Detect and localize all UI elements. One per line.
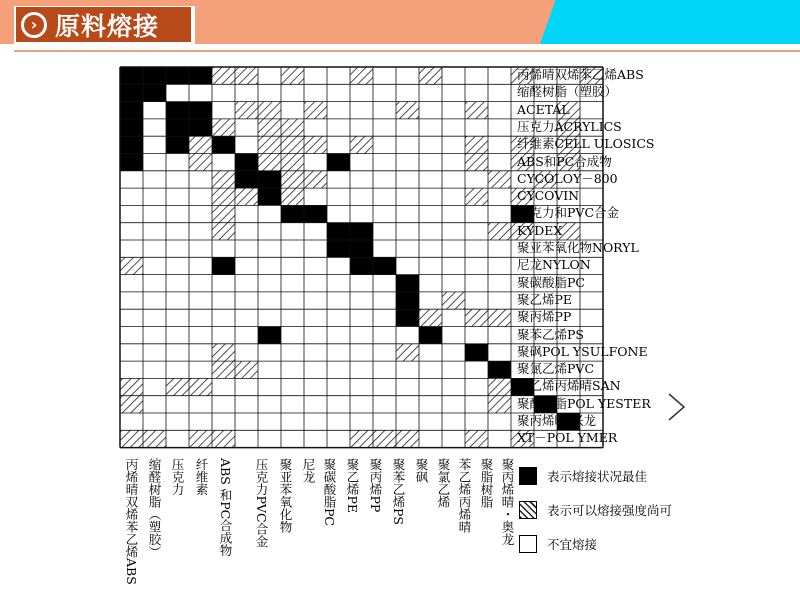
cell-acceptable xyxy=(465,188,488,205)
cell-acceptable xyxy=(396,430,419,447)
row-label: 缩醛树脂（塑胶） xyxy=(517,84,618,100)
legend-label: 不宜熔接 xyxy=(547,537,598,552)
cell-acceptable xyxy=(396,344,419,361)
cell-acceptable xyxy=(281,171,304,188)
cell-acceptable xyxy=(396,102,419,119)
cell-best xyxy=(258,188,281,205)
legend-label: 表示可以熔接强度尚可 xyxy=(547,503,673,518)
cell-best xyxy=(120,154,143,171)
cell-acceptable xyxy=(488,171,511,188)
cell-acceptable xyxy=(281,188,304,205)
row-label: CYCOVIN xyxy=(517,188,580,204)
cell-best xyxy=(143,67,166,84)
cell-acceptable xyxy=(488,309,511,326)
cell-best xyxy=(327,223,350,240)
cell-best xyxy=(212,136,235,153)
cell-acceptable xyxy=(373,430,396,447)
column-label: 聚乙烯PE xyxy=(345,458,360,514)
cell-acceptable xyxy=(212,205,235,222)
column-label: 聚丙烯PP xyxy=(368,458,383,513)
cell-acceptable xyxy=(281,136,304,153)
column-label: 聚丙烯晴・奥龙 xyxy=(500,458,515,546)
cell-acceptable xyxy=(488,396,511,413)
cell-best xyxy=(327,154,350,171)
cell-best xyxy=(235,171,258,188)
row-label: ABS和PC合成物 xyxy=(517,153,612,169)
cell-acceptable xyxy=(281,119,304,136)
cell-acceptable xyxy=(120,430,143,447)
column-label: 聚苯乙烯PS xyxy=(391,458,406,525)
cell-best xyxy=(419,327,442,344)
row-label: 苯乙烯丙烯晴SAN xyxy=(517,378,621,394)
cell-acceptable xyxy=(304,171,327,188)
cell-acceptable xyxy=(465,154,488,171)
cell-best xyxy=(396,309,419,326)
legend-item xyxy=(519,466,647,486)
cell-best xyxy=(396,275,419,292)
column-label: 聚脂树脂 xyxy=(479,458,494,508)
row-label: CYCOLOY－800 xyxy=(517,170,618,186)
cell-best xyxy=(258,171,281,188)
cell-best xyxy=(166,136,189,153)
cell-acceptable xyxy=(281,154,304,171)
cell-best xyxy=(166,102,189,119)
cell-acceptable xyxy=(212,171,235,188)
cell-acceptable xyxy=(189,378,212,395)
cell-best xyxy=(281,205,304,222)
row-label: 聚亚苯氧化物NORYL xyxy=(517,240,639,255)
cell-acceptable xyxy=(212,188,235,205)
cell-acceptable xyxy=(212,430,235,447)
row-label: 聚氯乙烯PVC xyxy=(517,361,595,377)
row-label: 聚乙烯PE xyxy=(517,291,573,307)
cell-acceptable xyxy=(350,67,373,84)
column-label: 聚碳酸脂PC xyxy=(322,458,337,526)
column-label: 聚砜 xyxy=(414,458,429,483)
column-label: 聚亚苯氧化物 xyxy=(278,458,293,533)
chevron-right-circle-icon: › xyxy=(21,12,47,38)
row-label: 压克力ACRYLICS xyxy=(517,118,622,134)
cell-best xyxy=(350,223,373,240)
row-label: 尼龙NYLON xyxy=(517,257,591,273)
cell-best xyxy=(120,119,143,136)
column-label: 丙烯晴双烯苯乙烯ABS xyxy=(124,458,139,585)
cell-acceptable xyxy=(235,67,258,84)
cell-acceptable xyxy=(304,136,327,153)
cell-acceptable xyxy=(465,136,488,153)
cell-acceptable xyxy=(350,430,373,447)
cell-acceptable xyxy=(235,102,258,119)
legend-swatch-solid xyxy=(519,467,537,485)
cell-acceptable xyxy=(235,188,258,205)
legend-swatch-hatched xyxy=(519,501,537,519)
column-label: 压克力PVC合金 xyxy=(254,458,269,548)
cell-best xyxy=(189,67,212,84)
cell-acceptable xyxy=(281,67,304,84)
cell-acceptable xyxy=(488,223,511,240)
cell-acceptable xyxy=(166,378,189,395)
cell-acceptable xyxy=(212,119,235,136)
cell-acceptable xyxy=(258,119,281,136)
cell-best xyxy=(350,257,373,274)
column-label: 聚氯乙烯 xyxy=(436,458,451,508)
cell-acceptable xyxy=(350,136,373,153)
row-label: ACETAL xyxy=(517,101,570,117)
cell-best xyxy=(189,102,212,119)
cell-acceptable xyxy=(465,309,488,326)
cell-best xyxy=(235,154,258,171)
cell-best xyxy=(212,257,235,274)
legend-item xyxy=(519,534,597,554)
cell-acceptable xyxy=(120,396,143,413)
cell-best xyxy=(143,84,166,101)
row-label: 纤维素CELL ULOSICS xyxy=(517,136,655,152)
cell-acceptable xyxy=(212,67,235,84)
row-label: 聚苯乙烯PS xyxy=(517,326,584,342)
cell-best xyxy=(189,119,212,136)
cell-acceptable xyxy=(465,102,488,119)
cell-acceptable xyxy=(189,136,212,153)
cell-acceptable xyxy=(143,430,166,447)
cell-acceptable xyxy=(258,136,281,153)
cell-best xyxy=(350,240,373,257)
column-label: ABS 和PC合成物 xyxy=(218,458,233,557)
cell-best xyxy=(396,292,419,309)
slide-title: 原料熔接 xyxy=(55,11,160,41)
legend-item xyxy=(519,500,672,520)
cell-best xyxy=(373,257,396,274)
cell-acceptable xyxy=(258,102,281,119)
cell-best xyxy=(488,361,511,378)
cell-acceptable xyxy=(120,378,143,395)
legend-swatch-empty xyxy=(519,535,537,553)
row-label: 聚丙烯PP xyxy=(517,309,572,325)
column-label: 尼龙 xyxy=(301,458,316,483)
cell-acceptable xyxy=(419,67,442,84)
cell-acceptable xyxy=(304,102,327,119)
cell-best xyxy=(120,84,143,101)
column-label: 缩醛树脂（塑胶） xyxy=(147,458,162,558)
cell-best xyxy=(166,67,189,84)
cell-acceptable xyxy=(120,257,143,274)
row-label: KYDEX xyxy=(517,222,563,238)
cell-acceptable xyxy=(258,154,281,171)
column-label: 纤维素 xyxy=(194,458,209,496)
cell-best xyxy=(304,205,327,222)
cell-best xyxy=(327,240,350,257)
cell-best xyxy=(120,67,143,84)
row-label: 压克力和PVC合金 xyxy=(517,205,620,221)
row-label: 聚碳酸脂PC xyxy=(517,274,585,290)
cell-best xyxy=(120,102,143,119)
cell-acceptable xyxy=(442,292,465,309)
chevron-right-icon xyxy=(667,392,687,422)
cell-acceptable xyxy=(189,154,212,171)
cell-best xyxy=(166,119,189,136)
cell-acceptable xyxy=(212,223,235,240)
row-label: 聚酯树脂POL YESTER xyxy=(517,395,651,411)
legend-label: 表示熔接状况最佳 xyxy=(547,469,648,484)
row-label: 聚砜POL YSULFONE xyxy=(517,343,648,359)
cell-acceptable xyxy=(212,361,235,378)
cell-best xyxy=(120,136,143,153)
cell-acceptable xyxy=(465,430,488,447)
column-label: 压克力 xyxy=(170,458,185,496)
cell-acceptable xyxy=(212,344,235,361)
row-label: XT－POL YMER xyxy=(517,430,618,446)
row-label: 聚丙烯晴.兴龙 xyxy=(517,413,596,428)
cell-best xyxy=(465,344,488,361)
row-label: 丙烯晴双烯苯乙烯ABS xyxy=(517,67,644,82)
cell-best xyxy=(258,327,281,344)
cell-acceptable xyxy=(189,430,212,447)
column-label: 苯乙烯丙烯晴 xyxy=(457,458,472,533)
cell-acceptable xyxy=(235,361,258,378)
cell-acceptable xyxy=(488,378,511,395)
cell-acceptable xyxy=(419,309,442,326)
